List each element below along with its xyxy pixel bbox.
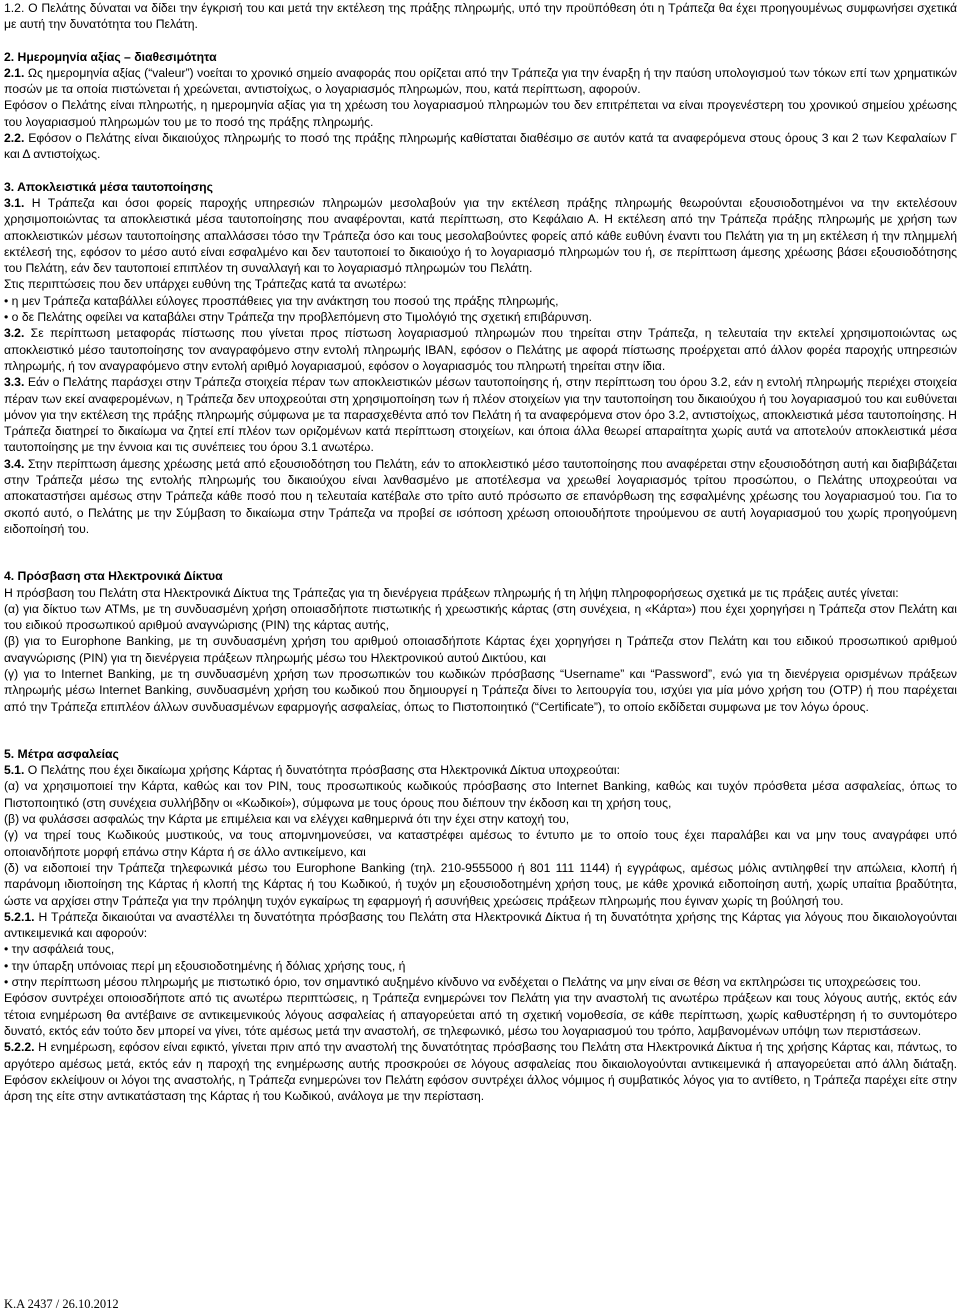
list-item: (γ) για το Internet Banking, με τη συνδυασμένη χρήση των προσωπικών του κωδικών πρόσβασης “Username” και “Password”, ενώ για τη διενέργεια ορισμένων πράξεων πληρωμής μέσω Internet Banking, συνδυασμένη χρήση του κωδικού που δημιουργεί η Τράπεζα δίνει το λειτουργία του, ισχύει για μία μόνο χρήση του (OTP) ή που παρέχεται από την Τράπεζα επιπλέον άλλων συνδυασμένων εφαρμογής ασφαλείας, όπως το Πιστοποιητικό (“Certificate”), το οποίο εκδίδεται συμφωνα με τον λόγω όρους. (4, 666, 957, 714)
clause-text: Η Τράπεζα δικαιούται να αναστέλλει τη δυνατότητα πρόσβασης του Πελάτη στα Ηλεκτρονικά Δίκτυα ή τη δυνατότητα χρήσης της Κάρτας για λόγους που δικαιολογούνται αντικειμενικά και αφορούν: (4, 909, 957, 941)
paragraph-3-2 (4, 325, 957, 374)
document-page (4, 0, 957, 1104)
clause-number: 3.2. (4, 326, 25, 341)
clause-text: Σε περίπτωση μεταφοράς πίστωσης που γίνεται προς πίστωση λογαριασμού πληρωμών που τηρείται στην Τράπεζα, η τελευταία την εκτελεί χρησιμοποιώντας ως αποκλειστικό μέσο ταυτοποίησης τον αναγραφόμενο στην εντολή πληρωμής IBAN, εφόσον ο Πελάτης με αφορά πίστωσης προέρχεται από άλλον φορέα παροχής υπηρεσιών πληρωμής, ή τον αναγραφόμενο στην εντολή αριθμό λογαριασμού, εφόσον ο λογαριασμός του πληρωτή τηρείται στην ίδια. (4, 326, 957, 373)
paragraph-2-1-b: Εφόσον ο Πελάτης είναι πληρωτής, η ημερομηνία αξίας για τη χρέωση του λογαριασμού πληρωμών του δεν επιτρέπεται να είναι προγενέστερη του χρονικού σημείου χρέωσης του λογαριασμού πληρωμών του με το ποσό της πράξης πληρωμής. (4, 98, 957, 129)
clause-number: 5.1. (4, 763, 25, 778)
clause-number: 2.2. (4, 131, 25, 146)
paragraph-1-2: 1.2. Ο Πελάτης δύναται να δίδει την έγκρισή του και μετά την εκτέλεση της πράξης πληρωμής, υπό την προϋπόθεση ότι η Τράπεζα θα έχει προηγουμένως συμφωνήσει σχετικά με αυτή την δυνατότητα του Πελάτη. (4, 1, 957, 32)
bullet-item: • ο δε Πελάτης οφείλει να καταβάλει στην Τράπεζα την προβλεπόμενη στο Τιμολόγιό της σχετική επιβάρυνση. (4, 310, 593, 325)
clause-text: Εάν ο Πελάτης παράσχει στην Τράπεζα στοιχεία πέραν των αποκλειστικών μέσων ταυτοποίησης ή, στην περίπτωση του όρου 3.2, εάν η εντολή πληρωμής περιέχει στοιχεία πέραν των εκεί αναφερομένων, η Τράπεζα δεν υποχρεούται στη χρησιμοποίηση των ή πλέον στοιχείων για την ταυτοποίηση του δικαιούχου ή του λογαριασμού του και ευθύνεται μόνον για την εκτέλεση της πράξης πληρωμής σύμφωνα με τα παρασχεθέντα από τον Πελάτη ή τα αναφερόμενα στον όρο 3.2, αντιστοίχως, αποκλειστικά μέσα ταυτοποίησης. Η Τράπεζα διατηρεί το δικαίωμα να ζητεί επί πλέον των οριζομένων κατά περίπτωση στοιχείων, και όποια άλλα θεωρεί απαραίτητα χωρίς αυτά να αποτελούν αποκλειστικά μέσα ταυτοποίησης με την έννοια και τις συνέπειες του όρου 3.1 ανωτέρω. (4, 375, 957, 455)
clause-text: Ο Πελάτης που έχει δικαίωμα χρήσης Κάρτας ή δυνατότητα πρόσβασης στα Ηλεκτρονικά Δίκτυα υποχρεούται: (24, 763, 620, 778)
paragraph-5-2-2 (4, 1039, 957, 1104)
list-item: (δ) να ειδοποιεί την Τράπεζα τηλεφωνικά μέσω του Europhone Banking (τηλ. 210-9555000 ή 801 111 1144) ή εγγράφως, αμέσως μόλις αντιληφθεί την απώλεια, κλοπή ή παράνομη ιδιοποίηση της Κάρτας ή κλοπή της Κάρτας ή του Κωδικού, ή τυχόν μη εξουσιοδοτημένη χρήση τους, με κάθε χρονικά ειδοποίηση αυτή, χωρίς υπαίτια βραδύτητα, ώστε να αρχίσει στην Τράπεζα για την πρόληψη τυχόν εγκαίρως τη εφαρμογή ή ασυνήθεις χρεώσεις πράξεων πληρωμής που έγιναν χωρίς τη βούλησή του. (4, 860, 957, 908)
bullet-item: • την ύπαρξη υπόνοιας περί μη εξουσιοδοτημένης ή δόλιας χρήσης τους, ή (4, 958, 406, 973)
section-3-heading: 3. Αποκλειστικά μέσα ταυτοποίησης (4, 179, 213, 194)
paragraph-2-1 (4, 65, 957, 98)
paragraph-5-2-1 (4, 909, 957, 942)
paragraph-5-2-1-after: Εφόσον συντρέχει οποιοσδήποτε από τις ανωτέρω περιπτώσεις, η Τράπεζα ενημερώνει τον Πελάτη για την αναστολή τις ανωτέρω πράξεων και τους λόγους αυτής, εκτός εάν τέτοια ενημέρωση θα αντέβαινε σε αντικειμενικούς λόγους ασφαλείας ή απαγορεύεται από τη σχετική νομοθεσία, σε κάθε περίπτωση, χωρίς καθυστέρηση ή το συντομότερο δυνατό, εκτός εάν τούτο δεν μπορεί να γίνει, τότε αμέσως μετά την αναστολή, σε τηλεφωνικό, μέσω του λογαριασμού του τρόπο, λαμβανομένων υπόψη των περιστάσεων. (4, 991, 957, 1038)
clause-number: 5.2.1. (4, 909, 35, 924)
paragraph-3-3 (4, 374, 957, 455)
paragraph-2-2 (4, 130, 957, 163)
paragraph-5-1 (4, 762, 957, 778)
clause-number: 3.1. (4, 195, 25, 210)
clause-text: Η ενημέρωση, εφόσον είναι εφικτό, γίνεται πριν από την αναστολή της δυνατότητας πρόσβασης του Πελάτη στα Ηλεκτρονικά Δίκτυα ή της χρήσης Κάρτας και, πάντως, το αργότερο αμέσως μετά, εκτός εάν η παροχή της ενημέρωσης αυτής προσκρούει σε λόγους ασφαλείας που δικαιολογούνται αντικειμενικά ή απαγορεύεται από άλλη διάταξη. Εφόσον εκλείψουν οι λόγοι της αναστολής, η Τράπεζα ενημερώνει τον Πελάτη εφόσον συντρέχει άλλος νόμιμος ή συμβατικός λόγος για το αντίθετο, η Τράπεζα παρέχει είτε στην άρση της είτε στην αντικατάσταση της Κάρτας ή του Κωδικού, ανάλογα με την περίσταση. (4, 1040, 957, 1104)
bullet-item: • στην περίπτωση μέσου πληρωμής με πιστωτικό όριο, τον σημαντικό αυξημένο κίνδυνο να ενδέχεται ο Πελάτης να μην είναι σε θέση να εκπληρώσει τις υποχρεώσεις του. (4, 975, 922, 990)
paragraph-3-4 (4, 456, 957, 537)
section-4-heading: 4. Πρόσβαση στα Ηλεκτρονικά Δίκτυα (4, 569, 223, 584)
paragraph-4-intro: Η πρόσβαση του Πελάτη στα Ηλεκτρονικά Δίκτυα της Τράπεζας για τη διενέργεια πράξεων πληρωμής ή τη λήψη πληροφορήσεως σχετικά με τις πράξεις αυτές γίνεται: (4, 585, 899, 600)
clause-text: Στην περίπτωση άμεσης χρέωσης μετά από εξουσιοδότηση του Πελάτη, εάν το αποκλειστικό μέσο ταυτοποίησης που αναφέρεται στην εξουσιοδότηση αυτή και διαβιβάζεται στην Τράπεζα μέσω της εντολής πληρωμής του δικαιούχου είναι λανθασμένο με αποτέλεσμα να χρεωθεί λογαριασμός τρίτου προσώπου, ο Πελάτης υποχρεούται να αποκαταστήσει αμέσως στην Τράπεζα κάθε ποσό που η τελευταία κατέβαλε στο τρίτο αυτό πρόσωπο σε επανόρθωση της εσφαλμένης χρέωσης του λογαριασμού του. Για το σκοπό αυτό, ο Πελάτης με την Σύμβαση το δικαίωμα στην Τράπεζα να προβεί σε ισόποση χρέωση οποιουδήποτε τηρούμενου σε αυτή λογαριασμού του χωρίς προηγούμενη ειδοποίησή του. (4, 456, 957, 536)
list-item: (α) να χρησιμοποιεί την Κάρτα, καθώς και τον PIN, τους προσωπικούς κωδικούς πρόσβασης στο Internet Banking, καθώς και τυχόν πρόσθετα μέσα ασφαλείας, όπως το Πιστοποιητικό (στη συνέχεια συλλήβδην οι «Κωδικοί»), σύμφωνα με τους όρους που διέπουν την έκδοση και τη χρήση τους, (4, 779, 957, 810)
list-item: (β) για το Europhone Banking, με τη συνδυασμένη χρήση του αριθμού οποιασδήποτε Κάρτας έχει χορηγήσει η Τράπεζα στον Πελάτη και του ειδικού προσωπικού αριθμού αναγνώρισης (PIN) για τη διενέργεια πράξεων πληρωμής μέσω του Ηλεκτρονικού αυτού Δικτύου, και (4, 634, 957, 665)
list-item: (α) για δίκτυο των ATMs, με τη συνδυασμένη χρήση οποιασδήποτε πιστωτικής ή χρεωστικής κάρτας (στη συνέχεια, η «Κάρτα») που έχει χορηγήσει η Τράπεζα στον Πελάτη και του ειδικού προσωπικού αριθμού αναγνώρισης (PIN) της κάρτας αυτής, (4, 601, 957, 633)
clause-text: Εφόσον ο Πελάτης είναι δικαιούχος πληρωμής το ποσό της πράξης πληρωμής καθίσταται διαθέσιμο σε αυτόν κατά τα αναφερόμενα στους όρους 3 και 2 των Κεφαλαίων Γ και Δ αντιστοίχως. (4, 131, 957, 162)
clause-text: Ως ημερομηνία αξίας (“valeur”) νοείται το χρονικό σημείο αναφοράς που ορίζεται από την Τράπεζα για την έναρξη ή την παύση υπολογισμού των τόκων επί των χρηματικών ποσών με τα οποία πιστώνεται ή χρεώνεται, αντιστοίχως, ο λογαριασμός πληρωμών, που, κατά περίπτωση, αφορούν. (4, 65, 957, 97)
clause-number: 3.3. (4, 375, 25, 390)
bullet-item: • η μεν Τράπεζα καταβάλλει εύλογες προσπάθειες για την ανάκτηση του ποσού της πράξης πληρωμής, (4, 293, 559, 308)
paragraph-3-1 (4, 195, 957, 276)
clause-number: 2.1. (4, 65, 25, 80)
paragraph-3-1-intro: Στις περιπτώσεις που δεν υπάρχει ευθύνη της Τράπεζας κατά τα ανωτέρω: (4, 277, 407, 292)
bullet-item: • την ασφάλειά τους, (4, 942, 115, 957)
clause-text: Η Τράπεζα και όσοι φορείς παροχής υπηρεσιών πληρωμών μεσολαβούν για την εκτέλεση πράξης πληρωμής θεωρούνται εξουσιοδοτημένοι να την εκτελέσουν χρησιμοποιώντας τα αποκλειστικά μέσα ταυτοποίησης που αναφέρονται, κατά περίπτωση, στο Κεφάλαιο Α. Η εκτέλεση από την Τράπεζα πράξης πληρωμής με χρήση των αποκλειστικών μέσων ταυτοποίησης απαλλάσσει τόσο την Τράπεζα όσο και τους μεσολαβούντες φορείς από κάθε ευθύνη έναντι του Πελάτη για τη μη εκτέλεση ή την πλημμελή εκτέλεσή της, εφόσον το μέσο αυτό είναι εσφαλμένο και δεν ταυτοποιεί το δικαιούχο ή το λογαριασμό πληρωμών του ή, σε περίπτωση άμεσης χρέωσης βάσει εξουσιοδότησης του Πελάτη, εάν δεν ταυτοποιεί επιπλέον τη συναλλαγή και το λογαριασμό πληρωμών του Πελάτη. (4, 195, 957, 276)
section-5-heading: 5. Μέτρα ασφαλείας (4, 746, 119, 761)
page-footer: Κ.Α 2437 / 26.10.2012 (4, 1297, 119, 1311)
section-2-heading: 2. Ημερομηνία αξίας – διαθεσιμότητα (4, 49, 217, 64)
list-item: (γ) να τηρεί τους Κωδικούς μυστικούς, να τους απομνημονεύσει, να καταστρέφει αμέσως το έντυπο με το οποίο τους έχει παραλάβει και να μην τους αναγράφει υπό οποιανδήποτε μορφή επάνω στην Κάρτα ή σε άλλο αντικείμενο, και (4, 828, 957, 859)
clause-number: 5.2.2. (4, 1040, 35, 1055)
clause-number: 3.4. (4, 456, 25, 471)
list-item: (β) να φυλάσσει ασφαλώς την Κάρτα με επιμέλεια και να ελέγχει καθημερινά ότι την έχει στην κατοχή του, (4, 812, 570, 827)
